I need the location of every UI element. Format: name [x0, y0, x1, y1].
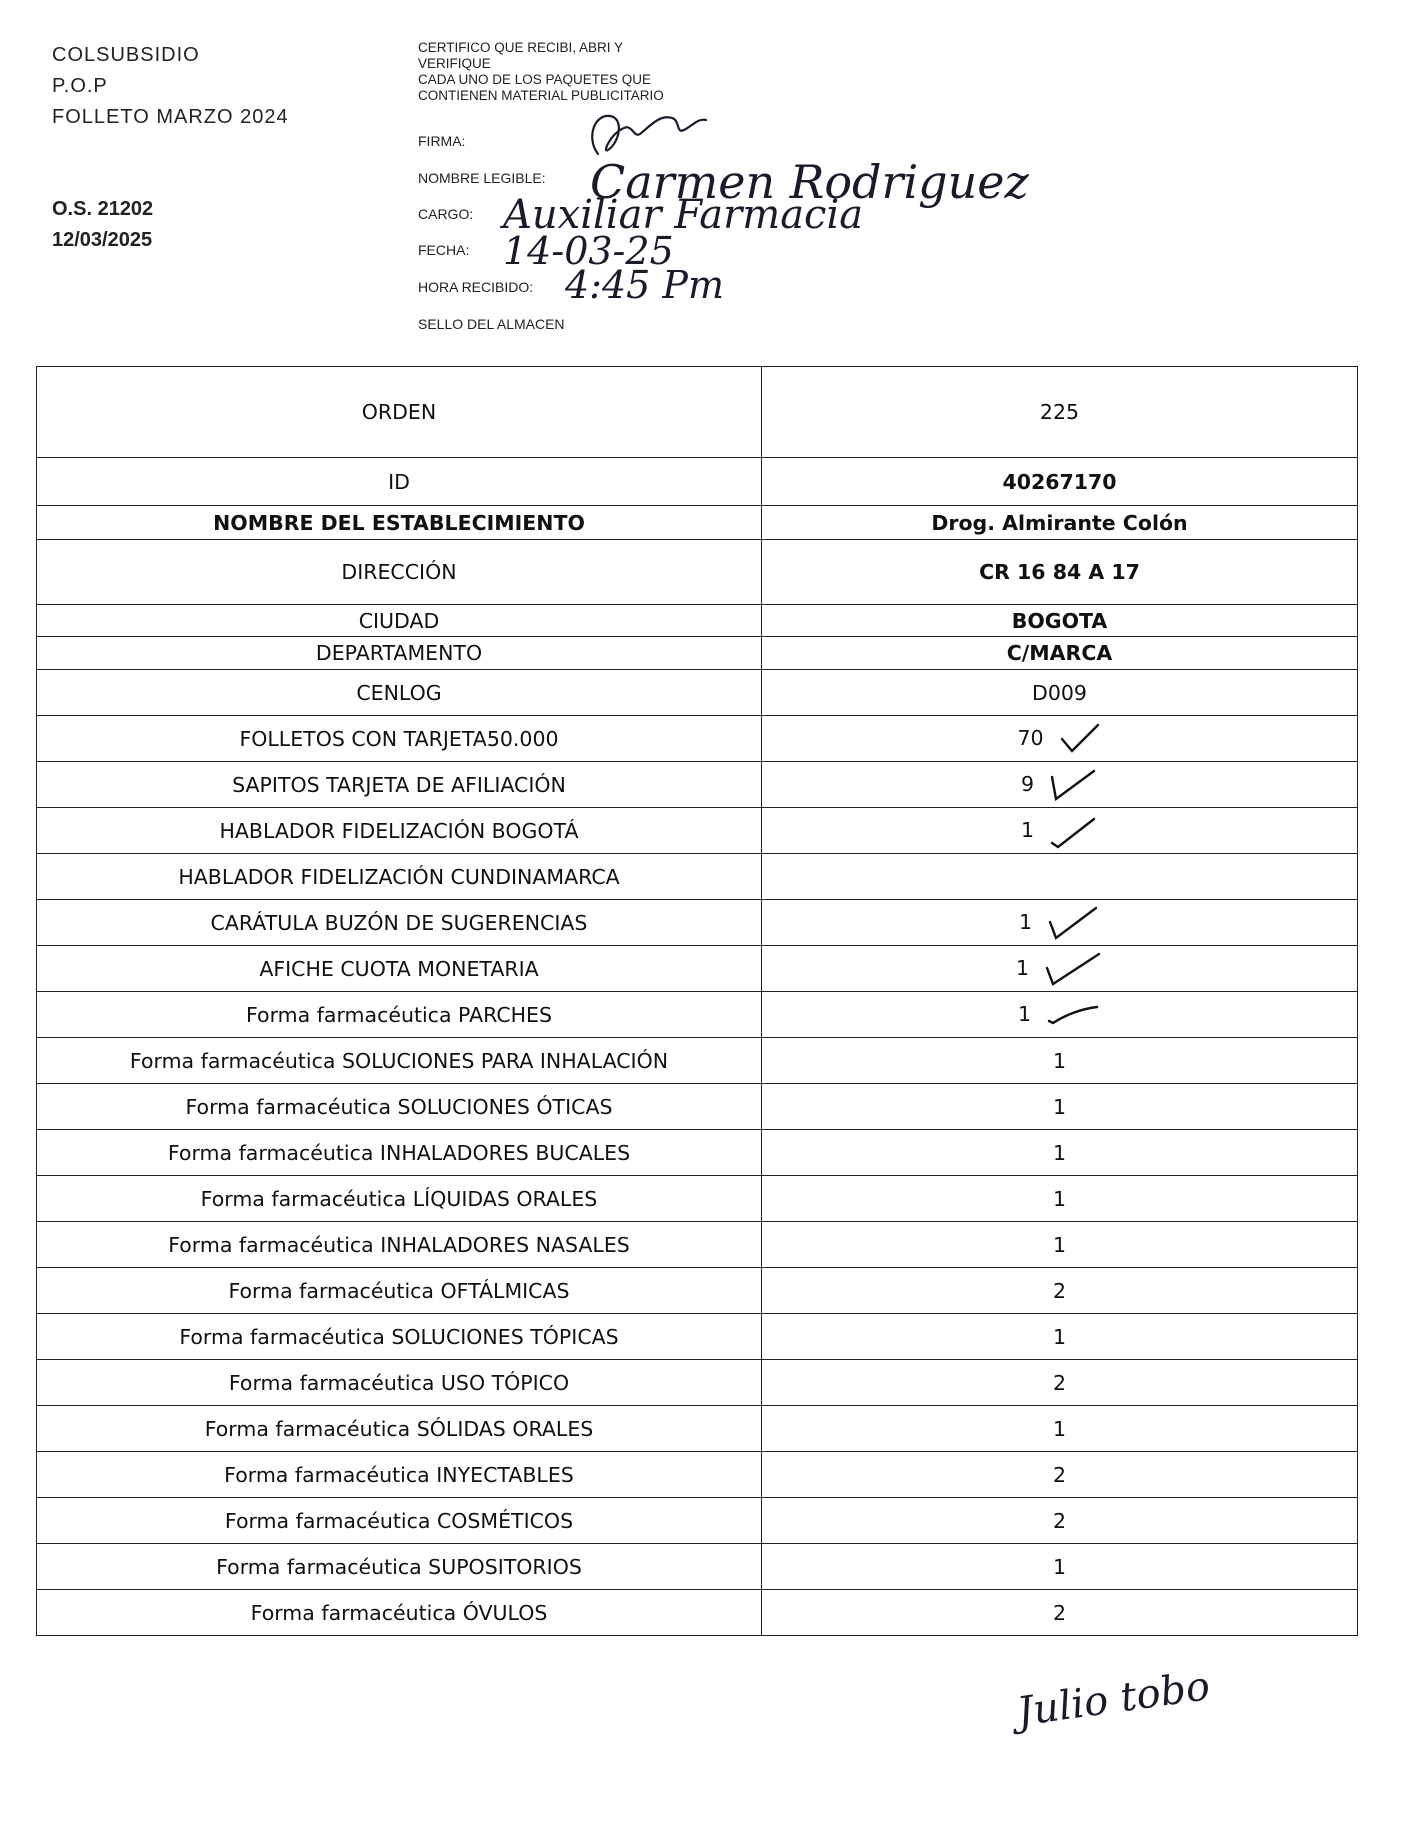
row-value: 1 [762, 1406, 1358, 1452]
table-row [37, 1038, 1358, 1084]
row-label: ID [37, 458, 762, 506]
hora-label: HORA RECIBIDO: [418, 279, 534, 295]
row-value: 1 [762, 1176, 1358, 1222]
row-value: 70 [1017, 725, 1044, 750]
cargo-label: CARGO: [418, 206, 474, 222]
checkmark-icon [1048, 813, 1098, 849]
row-value: 9 [1020, 771, 1035, 796]
row-value-cell [762, 716, 1358, 762]
row-value: 1 [762, 1314, 1358, 1360]
row-value: 225 [762, 367, 1358, 458]
row-value: 1 [1015, 955, 1030, 980]
row-value: 1 [1017, 1001, 1032, 1026]
table-row [37, 540, 1358, 605]
row-label: Forma farmacéutica ÓVULOS [37, 1590, 762, 1636]
handwritten-entries [503, 140, 1085, 320]
order-service-block [52, 194, 153, 256]
row-value [762, 854, 1358, 900]
table-row [37, 992, 1358, 1038]
table-row [37, 900, 1358, 946]
row-label: Forma farmacéutica LÍQUIDAS ORALES [37, 1176, 762, 1222]
row-value-cell [762, 762, 1358, 808]
row-label: AFICHE CUOTA MONETARIA [37, 946, 762, 992]
row-label: Forma farmacéutica INHALADORES NASALES [37, 1222, 762, 1268]
table-row [37, 1360, 1358, 1406]
row-label: Forma farmacéutica SOLUCIONES TÓPICAS [37, 1314, 762, 1360]
row-value: 40267170 [762, 458, 1358, 506]
fecha-label: FECHA: [418, 242, 470, 258]
header-pop: P.O.P [52, 75, 108, 97]
row-label: SAPITOS TARJETA DE AFILIACIÓN [37, 762, 762, 808]
row-label: Forma farmacéutica USO TÓPICO [37, 1360, 762, 1406]
table-row [37, 367, 1358, 458]
checkmark-icon [1048, 767, 1098, 803]
row-label: Forma farmacéutica SUPOSITORIOS [37, 1544, 762, 1590]
row-label: NOMBRE DEL ESTABLECIMIENTO [37, 506, 762, 540]
row-value: C/MARCA [762, 637, 1358, 670]
row-label: CARÁTULA BUZÓN DE SUGERENCIAS [37, 900, 762, 946]
table-row [37, 1084, 1358, 1130]
row-value: CR 16 84 A 17 [762, 540, 1358, 605]
os-date: 12/03/2025 [52, 229, 153, 251]
table-row [37, 1176, 1358, 1222]
delivery-table [36, 366, 1358, 1636]
row-label: Forma farmacéutica SOLUCIONES ÓTICAS [37, 1084, 762, 1130]
row-label: Forma farmacéutica PARCHES [37, 992, 762, 1038]
row-value-cell [762, 946, 1358, 992]
table-row [37, 854, 1358, 900]
hora-handwritten: 4:45 Pm [565, 263, 725, 307]
row-value-cell [762, 992, 1358, 1038]
table-row [37, 762, 1358, 808]
table-row [37, 605, 1358, 637]
row-label: HABLADOR FIDELIZACIÓN CUNDINAMARCA [37, 854, 762, 900]
firma-label: FIRMA: [418, 133, 466, 149]
row-label: Forma farmacéutica INHALADORES BUCALES [37, 1130, 762, 1176]
row-label: CENLOG [37, 670, 762, 716]
checkmark-icon [1045, 1001, 1101, 1029]
row-value: 2 [762, 1268, 1358, 1314]
table-row [37, 1314, 1358, 1360]
cert-line-1: CERTIFICO QUE RECIBI, ABRI Y [418, 40, 624, 55]
row-label: Forma farmacéutica SOLUCIONES PARA INHALACIÓN [37, 1038, 762, 1084]
row-value: 1 [762, 1222, 1358, 1268]
checkmark-icon [1043, 950, 1103, 988]
certification-text [418, 40, 748, 104]
row-value: Drog. Almirante Colón [762, 506, 1358, 540]
row-label: DEPARTAMENTO [37, 637, 762, 670]
cert-line-2: VERIFIQUE [418, 56, 491, 71]
row-label: DIRECCIÓN [37, 540, 762, 605]
sello-label: SELLO DEL ALMACEN [418, 316, 565, 332]
os-number: O.S. 21202 [52, 198, 154, 220]
table-row [37, 1544, 1358, 1590]
table-row [37, 808, 1358, 854]
row-value: 2 [762, 1452, 1358, 1498]
table-row [37, 1406, 1358, 1452]
row-value: 1 [1020, 817, 1035, 842]
row-value: 1 [762, 1130, 1358, 1176]
row-value: 2 [762, 1498, 1358, 1544]
table-row [37, 1268, 1358, 1314]
fecha-handwritten: 14-03-25 [503, 229, 674, 273]
row-value: 1 [762, 1084, 1358, 1130]
row-label: Forma farmacéutica INYECTABLES [37, 1452, 762, 1498]
row-value: 2 [762, 1590, 1358, 1636]
company-header [52, 40, 289, 133]
row-label: Forma farmacéutica COSMÉTICOS [37, 1498, 762, 1544]
row-value: D009 [762, 670, 1358, 716]
checkmark-icon [1046, 904, 1100, 942]
row-label: Forma farmacéutica SÓLIDAS ORALES [37, 1406, 762, 1452]
table-row [37, 1452, 1358, 1498]
table-row [37, 506, 1358, 540]
company-name: COLSUBSIDIO [52, 44, 200, 66]
row-value: 1 [1018, 909, 1033, 934]
table-row [37, 458, 1358, 506]
row-label: FOLLETOS CON TARJETA50.000 [37, 716, 762, 762]
row-label: Forma farmacéutica OFTÁLMICAS [37, 1268, 762, 1314]
nombre-label: NOMBRE LEGIBLE: [418, 170, 546, 186]
cert-line-4: CONTIENEN MATERIAL PUBLICITARIO [418, 88, 664, 103]
row-label: HABLADOR FIDELIZACIÓN BOGOTÁ [37, 808, 762, 854]
bottom-handwritten-note [1010, 1650, 1250, 1740]
table-row [37, 946, 1358, 992]
bottom-handwritten-text: Julio tobo [1014, 1663, 1213, 1736]
header-folleto: FOLLETO MARZO 2024 [52, 106, 289, 128]
cert-line-3: CADA UNO DE LOS PAQUETES QUE [418, 72, 652, 87]
row-value-cell [762, 900, 1358, 946]
row-label: ORDEN [37, 367, 762, 458]
nombre-handwritten: Carmen Rodriguez [590, 155, 1029, 209]
table-row [37, 716, 1358, 762]
table-row [37, 1222, 1358, 1268]
table-row [37, 637, 1358, 670]
row-label: CIUDAD [37, 605, 762, 637]
cargo-handwritten: Auxiliar Farmacia [503, 192, 864, 238]
table-row [37, 1130, 1358, 1176]
row-value: BOGOTA [762, 605, 1358, 637]
row-value-cell [762, 808, 1358, 854]
row-value: 1 [762, 1544, 1358, 1590]
row-value: 1 [762, 1038, 1358, 1084]
table-row [37, 1590, 1358, 1636]
table-row [37, 670, 1358, 716]
row-value: 2 [762, 1360, 1358, 1406]
checkmark-icon [1058, 723, 1102, 755]
table-row [37, 1498, 1358, 1544]
